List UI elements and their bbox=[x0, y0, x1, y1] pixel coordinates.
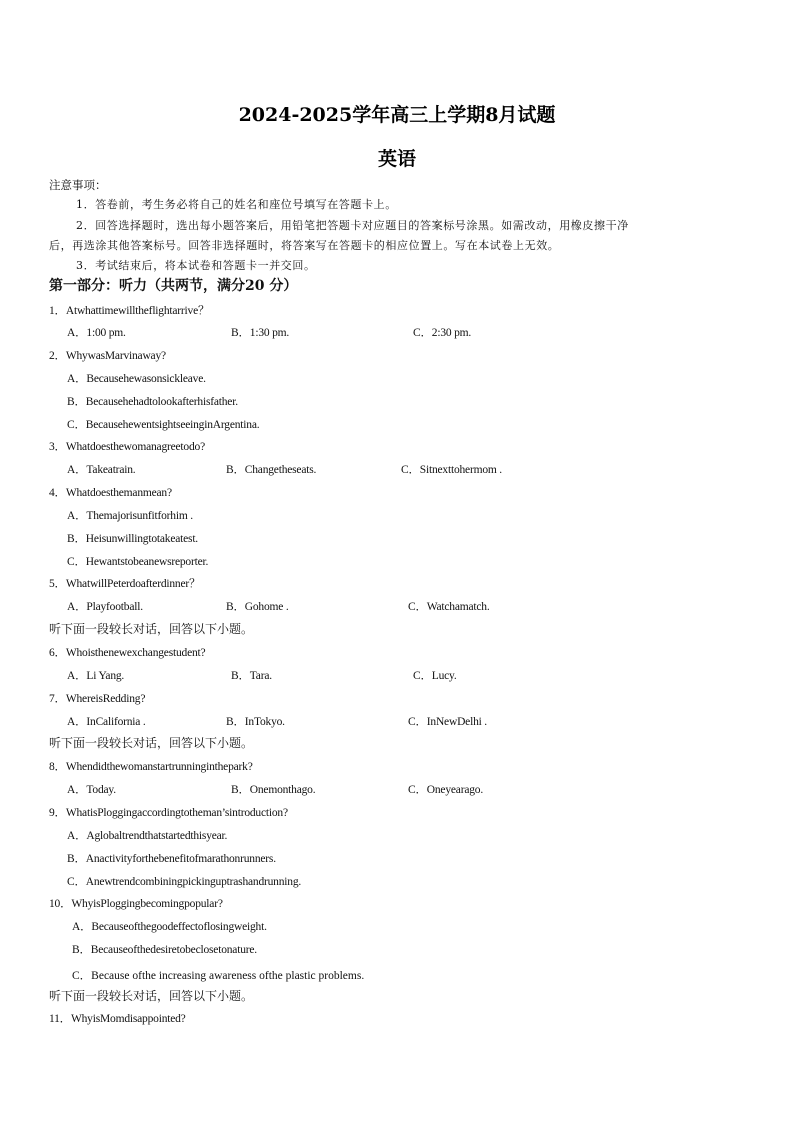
question-11: 11．WhyisMomdisappointed? bbox=[49, 1013, 186, 1025]
question-8: 8．Whendidthewomanstartrunninginthepark? bbox=[49, 761, 253, 773]
sub-instruction-2: 听下面一段较长对话，回答以下小题。 bbox=[49, 736, 254, 750]
question-1: 1．Atwhattimewilltheflightarrive？ bbox=[49, 305, 210, 317]
option-8c: C．Oneyearago. bbox=[408, 784, 483, 796]
option-9c: C．Anewtrendcombiningpickinguptrashandrunning. bbox=[67, 876, 302, 888]
option-3b: B．Changetheseats. bbox=[226, 464, 317, 476]
question-7: 7．WhereisRedding? bbox=[49, 693, 146, 705]
option-4c: C．Hewantstobeanewsreporter. bbox=[67, 556, 209, 568]
question-3: 3．Whatdoesthewomanagreetodo? bbox=[49, 441, 205, 453]
option-10a: A．Becauseofthegoodeffectoflosingweight. bbox=[72, 921, 267, 933]
option-10b: B．Becauseofthedesiretobeclosetonature. bbox=[72, 944, 257, 956]
question-4: 4．Whatdoesthemanmean? bbox=[49, 487, 172, 499]
option-4a: A．Themajorisunfitforhim . bbox=[67, 510, 193, 522]
notice-line-3: 后，再选涂其他答案标号。回答非选择题时，将答案写在答题卡的相应位置上。写在本试卷上无效。 bbox=[49, 239, 560, 252]
exam-title: 2024-2025学年高三上学期8月试题 bbox=[238, 104, 556, 126]
subject-title: 英语 bbox=[377, 148, 416, 170]
option-8a: A．Today. bbox=[67, 784, 116, 796]
notice-line-2: 2．回答选择题时，选出每小题答案后，用铅笔把答题卡对应题目的答案标号涂黑。如需改动，用橡皮擦干净 bbox=[76, 219, 629, 232]
question-5: 5．WhatwillPeterdoafterdinner？ bbox=[49, 578, 201, 590]
option-9a: A．Aglobaltrendthatstartedthisyear. bbox=[67, 830, 228, 842]
option-7a: A．InCalifornia . bbox=[67, 716, 146, 728]
option-5b: B．Gohome . bbox=[226, 601, 289, 613]
option-8b: B．Onemonthago. bbox=[231, 784, 316, 796]
option-1b: B．1:30 pm. bbox=[231, 327, 290, 339]
question-6: 6．Whoisthenewexchangestudent? bbox=[49, 647, 206, 659]
notice-line-4: 3．考试结束后，将本试卷和答题卡一并交回。 bbox=[76, 259, 316, 272]
sub-instruction-3: 听下面一段较长对话，回答以下小题。 bbox=[49, 989, 254, 1003]
option-4b: B．Heisunwillingtotakeatest. bbox=[67, 533, 198, 545]
question-2: 2．WhywasMarvinaway? bbox=[49, 350, 166, 362]
option-2b: B．Becausehehadtolookafterhisfather. bbox=[67, 396, 238, 408]
option-7c: C．InNewDelhi . bbox=[408, 716, 487, 728]
notice-heading: 注意事项： bbox=[49, 178, 107, 192]
option-1c: C．2:30 pm. bbox=[413, 327, 472, 339]
option-3a: A．Takeatrain. bbox=[67, 464, 136, 476]
option-6c: C．Lucy. bbox=[413, 670, 457, 682]
option-9b: B．Anactivityforthebenefitofmarathonrunners. bbox=[67, 853, 276, 865]
section-heading: 第一部分：听力（共两节，满分20 分） bbox=[49, 278, 298, 294]
option-6a: A．Li Yang. bbox=[67, 670, 125, 682]
notice-line-1: 1．答卷前，考生务必将自己的姓名和座位号填写在答题卡上。 bbox=[76, 198, 397, 211]
sub-instruction-1: 听下面一段较长对话，回答以下小题。 bbox=[49, 622, 254, 636]
option-5c: C．Watchamatch. bbox=[408, 601, 490, 613]
option-2c: C．BecausehewentsightseeinginArgentina. bbox=[67, 419, 260, 431]
option-1a: A．1:00 pm. bbox=[67, 327, 126, 339]
question-9: 9．WhatisPloggingaccordingtotheman’sintroduction? bbox=[49, 807, 288, 819]
option-6b: B．Tara. bbox=[231, 670, 272, 682]
question-10: 10．WhyisPloggingbecomingpopular? bbox=[49, 898, 223, 910]
option-7b: B．InTokyo. bbox=[226, 716, 285, 728]
option-10c: C．Because ofthe increasing awareness ofthe plastic problems. bbox=[72, 970, 365, 982]
option-3c: C．Sitnexttohermom . bbox=[401, 464, 502, 476]
option-2a: A．Becausehewasonsickleave. bbox=[67, 373, 206, 385]
option-5a: A．Playfootball. bbox=[67, 601, 143, 613]
